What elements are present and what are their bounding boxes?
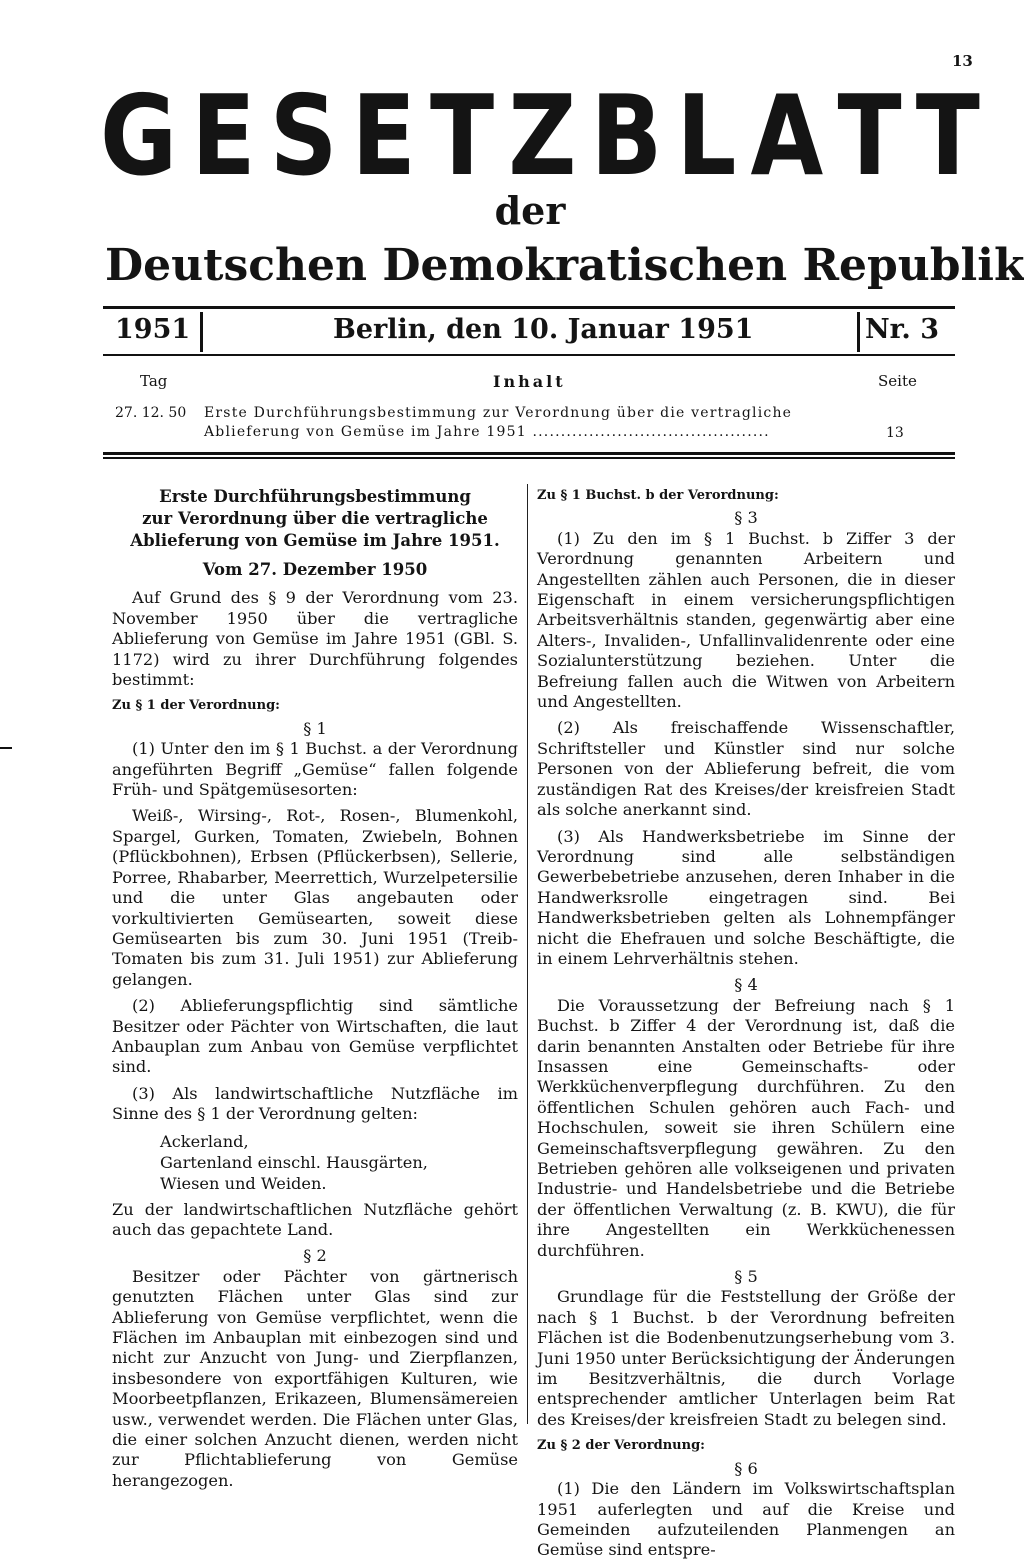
section-heading-zu1: Zu § 1 der Verordnung: — [112, 698, 280, 714]
land-item: Gartenland einschl. Hausgärten, — [160, 1152, 428, 1172]
masthead-letter: T — [429, 72, 495, 202]
paragraph-1-2: (2) Ablieferungspflichtig sind sämtliche Besitzer oder Pächter von Wirtschaften, die laut Anbauplan zum Anbau von Gemüse verpflichtet sind. — [112, 996, 518, 1077]
paragraph-3-1: (1) Zu den im § 1 Buchst. b Ziffer 3 der Verordnung genannten Arbeitern und Angestellten zählen auch Personen, die in dieser Eigenschaft in einem versicherungspflichtigen Arbeitsverhältnis standen, gegenwärtig aber eine Alters-, Invaliden-, Unfallinvalidenrente oder eine Sozialunterstützung beziehen. Unter die Befreiung fallen auch die Witwen von Arbeitern und Angestellten. — [537, 528, 955, 712]
masthead-letter: S — [269, 72, 338, 202]
masthead-letter: E — [351, 72, 416, 202]
section-heading-zu1b: Zu § 1 Buchst. b der Verordnung: — [537, 488, 779, 503]
paragraph-number-6: § 6 — [734, 1458, 758, 1478]
margin-mark — [0, 747, 12, 749]
toc-header — [103, 372, 955, 392]
land-item: Ackerland, — [160, 1131, 249, 1151]
paragraph-5: Grundlage für die Feststellung der Größe der nach § 1 Buchst. b der Verordnung befreiten Flächen ist die Bodenbenutzungserhebung vom 3. Juni 1950 unter Berücksichtigung der Änderungen im Besitzverhältnis, die durch Vorlage entsprechender amtlicher Unterlagen beim Rat des Kreises/der kreisfreien Stadt zu belegen sind. — [537, 1287, 955, 1429]
masthead-letter: E — [191, 72, 256, 202]
right-column — [537, 486, 955, 1567]
paragraph-3-3: (3) Als Handwerksbetriebe im Sinne der Verordnung sind alle selbständigen Gewerbebetriebe anzusehen, deren Inhaber in die Handwerksrolle eingetragen sind. Bei Handwerksbetrieben gelten als Lohnempfänger nicht die Ehefrauen und solche Beschäftigte, die in einem Lehrverhältnis stehen. — [537, 826, 955, 968]
paragraph-6: (1) Die den Ländern im Volkswirtschaftsplan 1951 auferlegten und auf die Kreise und Gemeinden aufzuteilenden Planmengen an Gemüse sind entspre- — [537, 1479, 955, 1560]
paragraph-number-4: § 4 — [734, 975, 758, 995]
paragraph-1-3: (3) Als landwirtschaftliche Nutzfläche im Sinne des § 1 der Verordnung gelten: — [112, 1083, 518, 1124]
toc-entry-title-line2: Ablieferung von Gemüse im Jahre 1951 .......................................... — [204, 424, 770, 440]
decree-heading-line3: Ablieferung von Gemüse im Jahre 1951. — [130, 531, 500, 550]
section-double-rule — [103, 452, 955, 459]
paragraph-number-5: § 5 — [734, 1267, 758, 1287]
dateline-bottom-rule — [103, 354, 955, 356]
masthead-letter: T — [837, 72, 902, 202]
decree-heading — [112, 486, 518, 552]
masthead-letter: B — [590, 72, 663, 202]
paragraph-1-list: Weiß-, Wirsing-, Rot-, Rosen-, Blumenkohl, Spargel, Gurken, Tomaten, Zwiebeln, Bohnen (Pflückbohnen), Erbsen (Pflückerbsen), Sellerie, Porree, Rhabarber, Meerrettich, Wurzelpetersilie und die unter Glas angebauten oder vorkultivierten Gemüsearten, soweit diese Gemüsearten bis zum 30. Juni 1951 (Treib-Tomaten bis zum 31. Juli 1951) zur Ablieferung gelangen. — [112, 806, 518, 989]
intro-paragraph: Auf Grund des § 9 der Verordnung vom 23. November 1950 über die vertragliche Ablieferung von Gemüse im Jahre 1951 (GBl. S. 1172) wird zu ihrer Durchführung folgendes bestimmt: — [112, 588, 518, 690]
column-divider — [527, 484, 528, 1424]
decree-date: Vom 27. Dezember 1950 — [202, 560, 428, 579]
left-column — [112, 486, 518, 1497]
masthead-letter: L — [676, 72, 737, 202]
toc-entry-title — [204, 404, 864, 442]
page-number: 13 — [952, 52, 973, 70]
divider — [857, 312, 860, 352]
top-rule — [103, 306, 955, 309]
decree-heading-line2: zur Verordnung über die vertragliche — [142, 509, 488, 528]
masthead-title — [100, 72, 980, 202]
masthead-der: der — [494, 188, 566, 233]
land-list — [160, 1131, 518, 1194]
decree-heading-line1: Erste Durchführungsbestimmung — [159, 487, 471, 506]
toc-inhalt-label: Inhalt — [493, 372, 566, 391]
masthead-letter: A — [750, 72, 824, 202]
masthead-letter: G — [100, 72, 178, 202]
toc-entry-title-line1: Erste Durchführungsbestimmung zur Verordnung über die vertragliche — [204, 405, 793, 421]
toc-tag-label: Tag — [140, 372, 168, 390]
paragraph-number-1: § 1 — [303, 718, 327, 738]
toc-entry-date: 27. 12. 50 — [115, 405, 187, 421]
dateline — [103, 312, 955, 354]
paragraph-1-1: (1) Unter den im § 1 Buchst. a der Verordnung angeführten Begriff „Gemüse“ fallen folgende Früh- und Spätgemüsesorten: — [112, 739, 518, 800]
section-heading-zu2: Zu § 2 der Verordnung: — [537, 1438, 705, 1454]
paragraph-1-4: Zu der landwirtschaftlichen Nutzfläche gehört auch das gepachtete Land. — [112, 1199, 518, 1239]
paragraph-3-2: (2) Als freischaffende Wissenschaftler, Schriftsteller und Künstler sind nur solche Personen von der Ablieferung befreit, die vom zuständigen Rat des Kreises/der kreisfreien Stadt als solche anerkannt sind. — [537, 718, 955, 820]
toc-entry-page: 13 — [886, 425, 904, 441]
masthead-letter: T — [915, 72, 980, 202]
issue-number: Nr. 3 — [865, 314, 940, 345]
paragraph-number-2: § 2 — [303, 1246, 327, 1266]
paragraph-4: Die Voraussetzung der Befreiung nach § 1 Buchst. b Ziffer 4 der Verordnung ist, daß die darin benannten Anstalten oder Betriebe für ihre Insassen eine Gemeinschafts- oder Werkküchenverpflegung durchführen. Zu den öffentlichen Schulen gehören auch Fach- und Hochschulen, soweit sie ihren Schülern eine Gemeinschaftsverpflegung gewähren. Zu den Betrieben gehören alle volkseigenen und privaten Industrie- und Handelsbetriebe und die Betriebe der öffentlichen Verwaltung (z. B. KWU), die für ihre Angestellten ein Werkküchenessen durchführen. — [537, 995, 955, 1260]
paragraph-number-3: § 3 — [734, 508, 758, 528]
paragraph-2: Besitzer oder Pächter von gärtnerisch genutzten Flächen unter Glas sind zur Ablieferung von Gemüse verpflichtet, wenn die Flächen im Anbauplan mit einbezogen sind und nicht zur Anzucht von Jung- und Zierpflanzen, insbesondere von exportfähigen Kulturen, wie Moorbeetpflanzen, Erikazeen, Blumensämereien usw., verwendet werden. Die Flächen unter Glas, die einer solchen Anzucht dienen, werden nicht zur Pflichtablieferung von Gemüse herangezogen. — [112, 1266, 518, 1490]
land-item: Wiesen und Weiden. — [160, 1173, 327, 1193]
issue-place-date: Berlin, den 10. Januar 1951 — [333, 314, 754, 345]
masthead-country: Deutschen Demokratischen Republik — [105, 240, 1024, 291]
issue-year: 1951 — [115, 314, 191, 345]
toc-seite-label: Seite — [878, 372, 917, 390]
masthead-letter: Z — [508, 72, 577, 202]
divider — [200, 312, 203, 352]
